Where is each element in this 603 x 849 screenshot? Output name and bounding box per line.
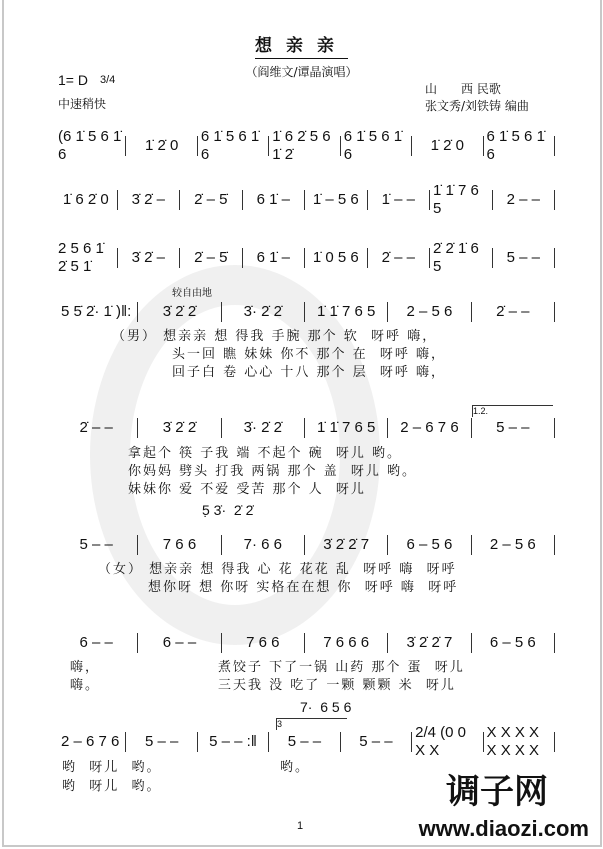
lyric-line: 哟 呀儿 哟。 [62, 779, 162, 794]
arranger: 张文秀/刘铁铸 编曲 [425, 99, 529, 113]
measure-notes: 1̇ 1̇ 7 6 5 [316, 303, 376, 320]
measure-notes: 1̇ – 5 6 [312, 191, 359, 208]
measure [55, 240, 118, 275]
measure-notes: 1̇ 6 2̇ 5 6 1̇ 2̇ [272, 128, 331, 163]
measure [55, 732, 126, 752]
measure [222, 418, 305, 438]
measure-notes: 6 1̇ – [256, 249, 290, 266]
measure-notes: 7 6 6 6 [323, 634, 370, 651]
measure [180, 190, 243, 210]
tempo-marking: 中速稍快 [58, 97, 107, 111]
measure-notes: 6 1̇ 5 6 1̇ 6 [343, 128, 403, 163]
title-text: 想亲亲 [255, 36, 348, 59]
measure-notes: 6 – 5 6 [406, 536, 453, 553]
measure [222, 302, 305, 322]
lyric-line: 你妈妈 劈头 打我 两锅 那个 盖 呀儿 哟。 [128, 464, 418, 479]
measure-notes: 3̇ 2̇ 2̇ 7 [323, 536, 370, 553]
measure [138, 302, 221, 322]
measure-notes: 6 1̇ 5 6 1̇ 6 [200, 128, 260, 163]
measure-notes: 2 – 5 6 [489, 536, 536, 553]
measure-notes: 1̇ 0 5 6 [312, 249, 359, 266]
measure [368, 248, 431, 268]
subtitle: （阎维文/谭晶演唱） [245, 65, 358, 79]
measure [484, 724, 555, 759]
measure-notes: 5 – – [506, 249, 540, 266]
measure-notes: 5 – – :‖ [209, 733, 257, 750]
measure-notes: 2 – 5 6 [406, 303, 453, 320]
measure-notes: 1̇ 1̇ 7 6 5 [433, 182, 479, 217]
lyric-line: 头一回 瞧 妹妹 你不 那个 在 呀呼 嗨， [172, 347, 447, 362]
watermark-logo: 调子网 [446, 772, 548, 812]
lyric-line: （女） 想亲亲 想 得我 心 花 花花 乱 呀呼 嗨 呀呼 [98, 562, 457, 577]
measure-notes: 3̇ 2̇ 2̇ 7 [406, 634, 453, 651]
time-signature: 3/4 [100, 74, 116, 86]
measure [55, 128, 126, 163]
measure [118, 248, 181, 268]
measure [493, 190, 556, 210]
measure-notes: 5 – – [287, 733, 322, 750]
lyric-line: 拿起个 筷 子我 端 不起个 碗 呀儿 哟。 [128, 446, 403, 461]
measure-notes: 6 – 5 6 [489, 634, 536, 651]
volta-bracket: 1.2. [472, 405, 553, 417]
measure-notes: 2̇ – – [496, 303, 530, 320]
staff-line-2 [55, 182, 555, 217]
lyric-line: 煮饺子 下了一锅 山药 那个 蛋 呀儿 [218, 660, 465, 675]
measure [472, 535, 555, 555]
measure-notes: 3̇· 2̇ 2̇ [243, 303, 282, 320]
measure-notes: 2̇ 2̇ 1̇ 6 5 [433, 240, 479, 275]
measure-notes: 5 – – [144, 733, 179, 750]
measure [55, 535, 138, 555]
measure [138, 535, 221, 555]
measure-notes: 6 1̇ – [256, 191, 290, 208]
measure-notes: 7 6 6 [246, 634, 280, 651]
measure [198, 128, 269, 163]
measure-notes: 5 – – [359, 733, 393, 750]
measure-notes: (6 1̇ 5 6 1̇ 6 [58, 128, 122, 163]
measure-notes: 1̇ – – [381, 191, 415, 208]
measure-notes: 2 – 6 7 6 [61, 733, 120, 750]
staff-line-3 [55, 240, 555, 275]
measure [388, 633, 471, 653]
measure [126, 136, 197, 156]
measure [305, 418, 388, 438]
measure [388, 418, 471, 438]
measure [269, 128, 340, 163]
measure [305, 190, 368, 210]
measure [484, 128, 555, 163]
measure-notes: 2̇ – – [381, 249, 415, 266]
key-signature: 1= D [58, 72, 88, 88]
measure [138, 418, 221, 438]
measure-notes: 2 – – [506, 191, 540, 208]
staff-line-7 [55, 633, 555, 653]
measure-notes: 3̇· 2̇ 2̇ [243, 419, 282, 436]
measure [243, 190, 306, 210]
origin: 山 西 民歌 [425, 82, 501, 96]
measure-notes: 5 5̇ 2̇· 1̇ )‖: [60, 303, 132, 320]
measure-notes: 2̇ – – [79, 419, 113, 436]
measure [388, 535, 471, 555]
measure-notes: 5 – – [79, 536, 113, 553]
lyric-line: 妹妹你 爱 不爱 受苦 那个 人 呀儿 [128, 482, 366, 497]
measure-notes: 1̇ 1̇ 7 6 5 [316, 419, 376, 436]
measure [55, 418, 138, 438]
measure-notes: 2/4 (0 0 X X [415, 724, 466, 759]
alternate-notes: 7· 6 5 6 [300, 699, 352, 715]
measure-notes: 1̇ 2̇ 0 [144, 137, 179, 154]
measure [305, 248, 368, 268]
lyric-line: （男） 想亲亲 想 得我 手腕 那个 软 呀呼 嗨， [112, 329, 438, 344]
measure-notes: 1̇ 6 2̇ 0 [62, 191, 109, 208]
measure [368, 190, 431, 210]
measure [493, 248, 556, 268]
measure-notes: 3̇ 2̇ 2̇ [162, 419, 197, 436]
measure [55, 302, 138, 322]
staff-line-1 [55, 128, 555, 163]
measure [388, 302, 471, 322]
measure [55, 633, 138, 653]
measure [430, 240, 493, 275]
measure [269, 732, 340, 752]
measure [341, 128, 412, 163]
volta-bracket-3: 3 [276, 718, 347, 730]
measure-notes: 7· 6 6 [243, 536, 282, 553]
measure [430, 182, 493, 217]
measure [472, 302, 555, 322]
measure [341, 732, 412, 752]
measure-notes: 6 – – [79, 634, 113, 651]
measure [126, 732, 197, 752]
measure-notes: 2 5 6 1̇ 2̇ 5 1̇ [58, 240, 104, 275]
watermark-url: www.diaozi.com [418, 816, 589, 841]
tempo-annotation: 较自由地 [172, 288, 212, 299]
staff-line-6 [55, 535, 555, 555]
lyric-line: 三天我 没 吃了 一颗 颗颗 米 呀儿 [218, 678, 456, 693]
measure-notes: 5 – – [496, 419, 530, 436]
measure [180, 248, 243, 268]
measure-notes: 6 – – [162, 634, 197, 651]
measure [138, 633, 221, 653]
alternate-notes: 5̣ 3̇· 2̇ 2̇ [202, 502, 254, 518]
measure [412, 136, 483, 156]
measure [243, 248, 306, 268]
measure [305, 302, 388, 322]
measure [305, 633, 388, 653]
measure [55, 190, 118, 210]
measure [118, 190, 181, 210]
lyric-line: 嗨， [70, 660, 101, 675]
lyric-line: 想你呀 想 你呀 实格在在想 你 呀呼 嗨 呀呼 [148, 580, 459, 595]
measure [472, 633, 555, 653]
measure-notes: X X X X X X X X [486, 724, 540, 759]
measure-notes: 3̇ 2̇ – [131, 191, 165, 208]
measure-notes: 2̇ – 5̇ [194, 249, 228, 266]
measure [412, 724, 483, 759]
song-title [0, 36, 603, 56]
lyric-line: 回子白 卷 心心 十八 那个 层 呀呼 嗨， [172, 365, 447, 380]
measure [198, 732, 269, 752]
measure-notes: 7 6 6 [162, 536, 197, 553]
page-number: 1 [297, 820, 304, 832]
measure [222, 633, 305, 653]
measure-notes: 2̇ – 5̇ [194, 191, 228, 208]
measure [305, 535, 388, 555]
lyric-line: 哟。 [280, 760, 311, 775]
measure [472, 418, 555, 438]
staff-line-8 [55, 724, 555, 759]
measure-notes: 3̇ 2̇ – [131, 249, 165, 266]
lyric-line: 哟 呀儿 哟。 [62, 760, 162, 775]
staff-line-4 [55, 302, 555, 322]
lyric-line: 嗨。 [70, 678, 101, 693]
staff-line-5 [55, 418, 555, 438]
measure-notes: 1̇ 2̇ 0 [430, 137, 464, 154]
measure-notes: 6 1̇ 5 6 1̇ 6 [486, 128, 545, 163]
measure [222, 535, 305, 555]
measure-notes: 2 – 6 7 6 [400, 419, 459, 436]
measure-notes: 3̇ 2̇ 2̇ [162, 303, 197, 320]
